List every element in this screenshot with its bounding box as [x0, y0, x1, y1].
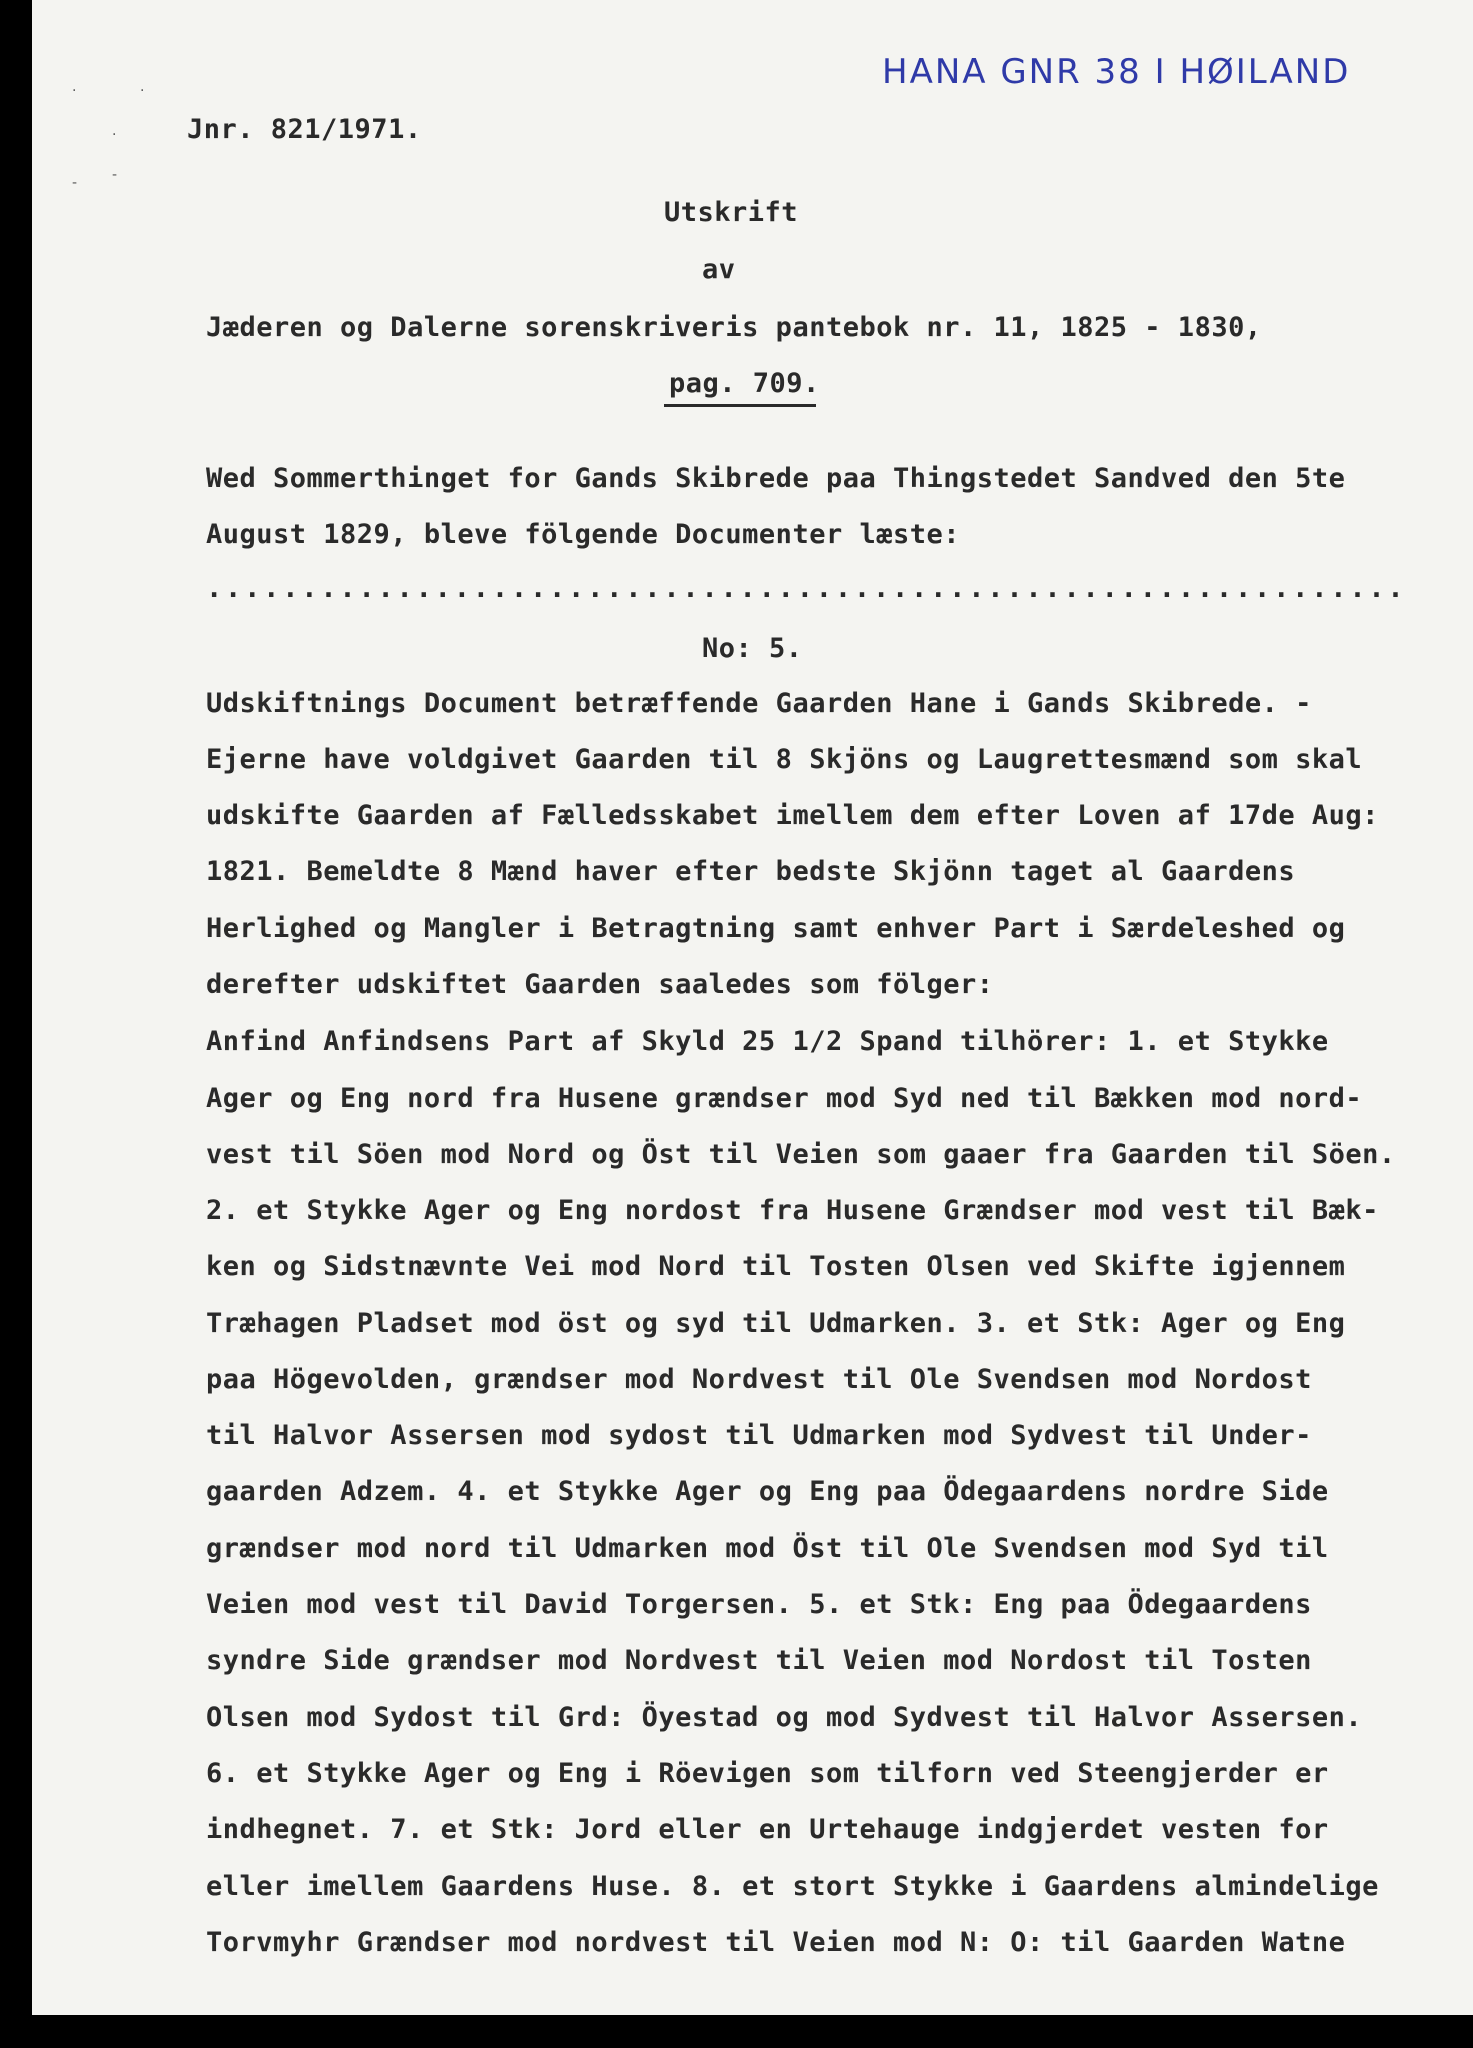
heading-av: av	[702, 254, 736, 285]
document-number: No: 5.	[702, 633, 803, 664]
margin-mark: .	[112, 123, 117, 139]
body-line: derefter udskiftet Gaarden saaledes som fölger:	[206, 969, 994, 1000]
body-line: Anfind Anfindsens Part af Skyld 25 1/2 Spand tilhörer: 1. et Stykke	[206, 1026, 1329, 1057]
body-line: Ager og Eng nord fra Husene grændser mod Syd ned til Bækken mod nord-	[206, 1083, 1363, 1114]
heading-page: pag. 709.	[669, 368, 820, 399]
heading-underline	[664, 404, 816, 407]
separator-dots: ...............................................................	[206, 573, 1407, 604]
margin-mark: -	[112, 167, 118, 183]
body-line: 2. et Stykke Ager og Eng nordost fra Husene Grændser mod vest til Bæk-	[206, 1195, 1379, 1226]
body-line: til Halvor Assersen mod sydost til Udmarken mod Sydvest til Under-	[206, 1420, 1312, 1451]
intro-line: August 1829, bleve fölgende Documenter læste:	[206, 519, 960, 550]
body-line: 1821. Bemeldte 8 Mænd haver efter bedste Skjönn taget al Gaardens	[206, 856, 1296, 887]
handwritten-annotation: HANA GNR 38 I HØILAND	[882, 52, 1351, 92]
body-line: Ejerne have voldgivet Gaarden til 8 Skjöns og Laugrettesmænd som skal	[206, 744, 1363, 775]
body-line: eller imellem Gaardens Huse. 8. et stort Stykke i Gaardens almindelige	[206, 1871, 1379, 1902]
heading-title: Utskrift	[664, 197, 799, 228]
body-line: Udskiftnings Document betræffende Gaarden Hane i Gands Skibrede. -	[206, 688, 1312, 719]
body-line: 6. et Stykke Ager og Eng i Röevigen som tilforn ved Steengjerder er	[206, 1758, 1329, 1789]
intro-line: Wed Sommerthinget for Gands Skibrede paa Thingstedet Sandved den 5te	[206, 463, 1346, 494]
body-line: Veien mod vest til David Torgersen. 5. et Stk: Eng paa Ödegaardens	[206, 1589, 1312, 1620]
body-line: vest til Söen mod Nord og Öst til Veien som gaaer fra Gaarden til Söen.	[206, 1139, 1396, 1170]
heading-source: Jæderen og Dalerne sorenskriveris pantebok nr. 11, 1825 - 1830,	[206, 312, 1262, 343]
body-line: Torvmyhr Grændser mod nordvest til Veien mod N: O: til Gaarden Watne	[206, 1927, 1346, 1958]
body-line: Herlighed og Mangler i Betragtning samt enhver Part i Særdeleshed og	[206, 913, 1346, 944]
journal-number: Jnr. 821/1971.	[187, 114, 422, 145]
body-line: ken og Sidstnævnte Vei mod Nord til Tosten Olsen ved Skifte igjennem	[206, 1251, 1346, 1282]
body-line: paa Högevolden, grændser mod Nordvest til Ole Svendsen mod Nordost	[206, 1364, 1312, 1395]
body-line: udskifte Gaarden af Fælledsskabet imellem dem efter Loven af 17de Aug:	[206, 800, 1379, 831]
margin-mark: -	[72, 175, 78, 191]
body-line: Olsen mod Sydost til Grd: Öyestad og mod Sydvest til Halvor Assersen.	[206, 1702, 1363, 1733]
document-page	[32, 0, 1473, 2015]
body-line: indhegnet. 7. et Stk: Jord eller en Urtehauge indgjerdet vesten for	[206, 1814, 1329, 1845]
margin-mark: .	[72, 79, 77, 95]
body-line: gaarden Adzem. 4. et Stykke Ager og Eng paa Ödegaardens nordre Side	[206, 1476, 1329, 1507]
margin-mark: .	[140, 79, 145, 95]
body-line: grændser mod nord til Udmarken mod Öst til Ole Svendsen mod Syd til	[206, 1533, 1329, 1564]
body-line: Træhagen Pladset mod öst og syd til Udmarken. 3. et Stk: Ager og Eng	[206, 1308, 1346, 1339]
body-line: syndre Side grændser mod Nordvest til Veien mod Nordost til Tosten	[206, 1645, 1312, 1676]
